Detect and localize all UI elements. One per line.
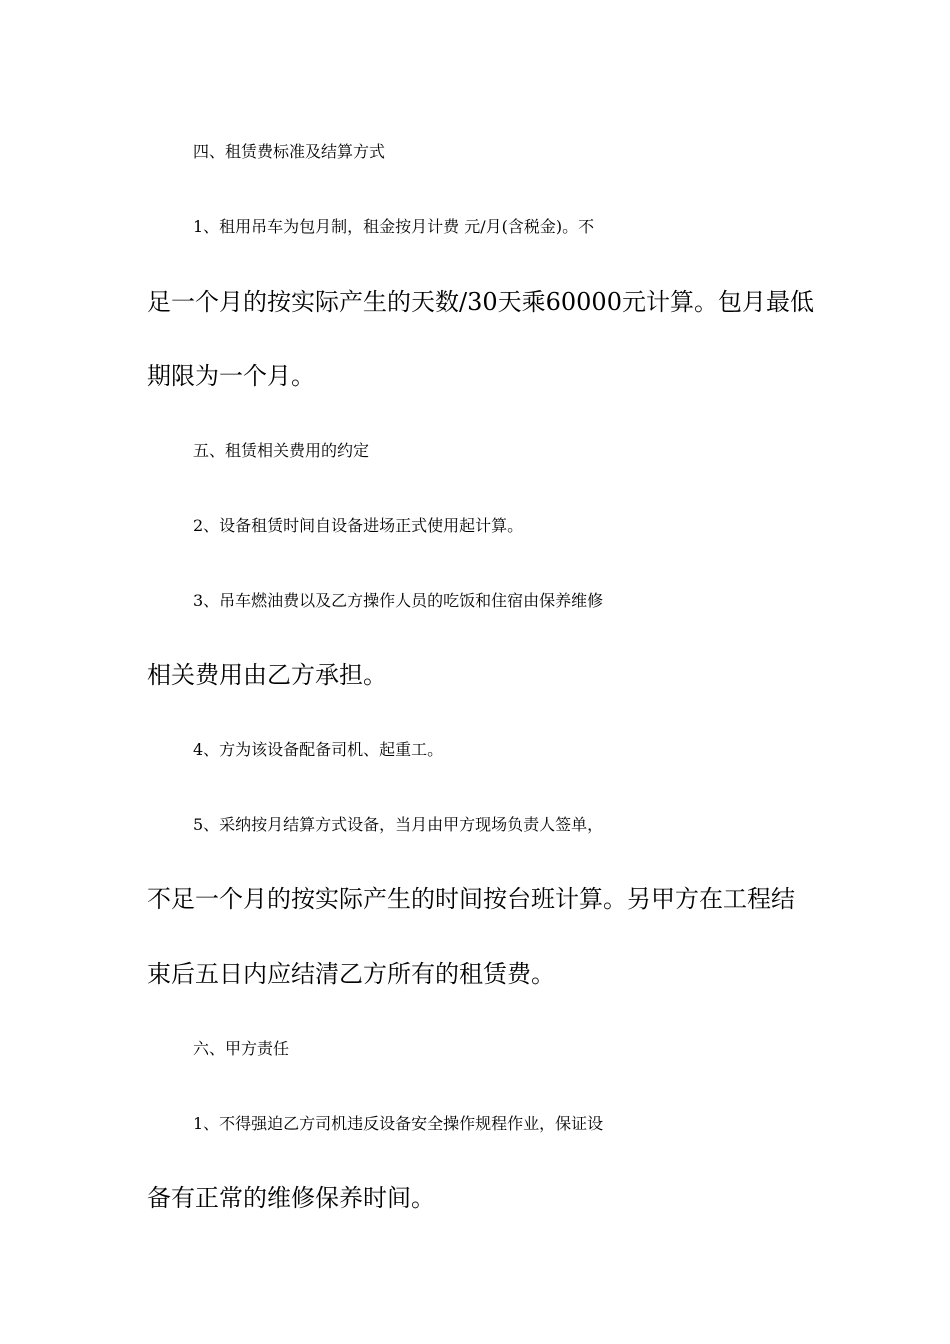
section-heading-4: 四、租赁费标准及结算方式 bbox=[193, 142, 386, 161]
paragraph-line: 足一个月的按实际产生的天数/30天乘60000元计算。包月最低 bbox=[147, 288, 814, 316]
paragraph-line: 3、吊车燃油费以及乙方操作人员的吃饭和住宿由保养维修 bbox=[193, 591, 604, 610]
paragraph-line: 5、采纳按月结算方式设备，当月由甲方现场负责人签单， bbox=[193, 815, 604, 834]
paragraph-line: 2、设备租赁时间自设备进场正式使用起计算。 bbox=[193, 516, 524, 535]
paragraph-line: 1、不得强迫乙方司机违反设备安全操作规程作业，保证设 bbox=[193, 1114, 604, 1133]
paragraph-line: 相关费用由乙方承担。 bbox=[147, 661, 387, 689]
paragraph-line: 束后五日内应结清乙方所有的租赁费。 bbox=[147, 960, 555, 988]
paragraph-line: 不足一个月的按实际产生的时间按台班计算。另甲方在工程结 bbox=[147, 885, 795, 913]
section-heading-5: 五、租赁相关费用的约定 bbox=[193, 441, 370, 460]
paragraph-line: 1、租用吊车为包月制，租金按月计费 元/月(含税金)。不 bbox=[193, 217, 595, 236]
paragraph-line: 备有正常的维修保养时间。 bbox=[147, 1184, 435, 1212]
section-heading-6: 六、甲方责任 bbox=[193, 1039, 290, 1058]
paragraph-line: 4、方为该设备配备司机、起重工。 bbox=[193, 740, 444, 759]
paragraph-line: 期限为一个月。 bbox=[147, 362, 315, 390]
